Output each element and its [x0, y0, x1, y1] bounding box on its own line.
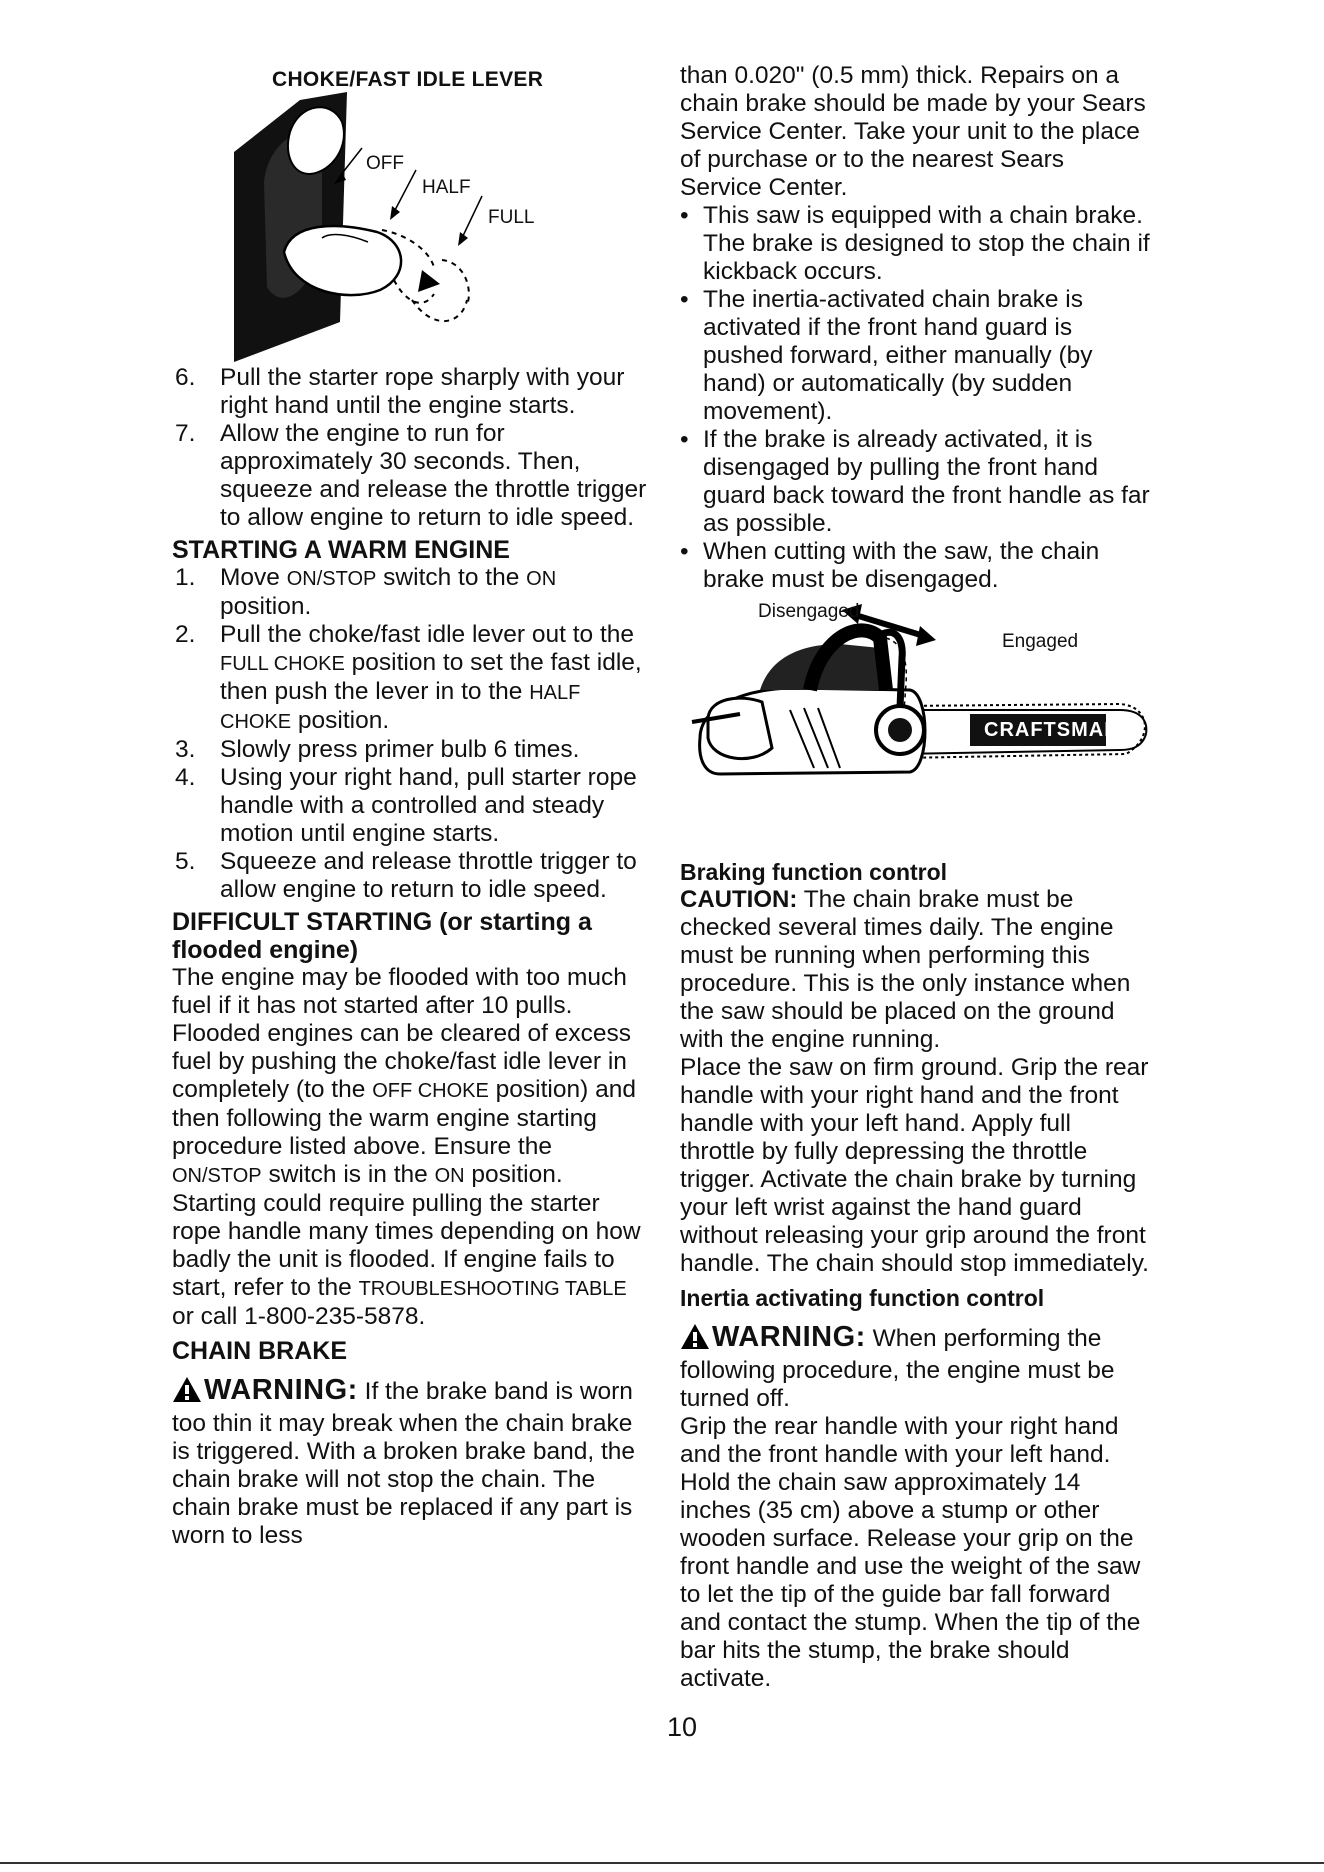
choke-lever-figure: [172, 62, 647, 364]
caution-label: CAUTION:: [680, 886, 798, 913]
warning-label: WARNING:: [712, 1321, 866, 1353]
left-column: [172, 62, 647, 1550]
list-item: 6. Pull the starter rope sharply with your right hand until the engine starts.: [175, 364, 625, 419]
choke-lever-illustration: [172, 62, 647, 364]
label-half: HALF: [422, 177, 471, 198]
list-item: • If the brake is already activated, it is disengaged by pulling the front hand guard back toward the front handle as far as possible.: [680, 426, 1150, 538]
warning-triangle-icon: [172, 1375, 202, 1410]
warning-text: If the brake band is worn too thin it may break when the chain brake is triggered. With a broken brake band, the chain brake will not stop the chain. The chain brake must be replaced if any part is worn to less: [172, 1378, 636, 1549]
chain-brake-bullets: [680, 202, 1150, 594]
difficult-paragraph-2: Flooded engines can be cleared of excess fuel by pushing the choke/fast idle lever in completely (to the OFF CHOKE position) and then following the warm engine starting procedure listed above. Ensure the ON/STOP switch is in the ON position.: [172, 1020, 636, 1188]
warm-engine-heading: STARTING A WARM ENGINE: [172, 536, 510, 564]
inertia-warning: [680, 1322, 1150, 1413]
list-item: • This saw is equipped with a chain brake. The brake is designed to stop the chain if kickback occurs.: [680, 202, 1150, 286]
chain-brake-continued: than 0.020" (0.5 mm) thick. Repairs on a chain brake should be made by your Sears Service Center. Take your unit to the place of purchase or to the nearest Sears Service Center.: [680, 62, 1146, 201]
inertia-heading: Inertia activating function control: [680, 1285, 1045, 1311]
list-item: 5. Squeeze and release throttle trigger to allow engine to return to idle speed.: [175, 848, 637, 903]
chain-brake-heading: CHAIN BRAKE: [172, 1337, 347, 1365]
cold-start-steps-continued: [172, 364, 647, 532]
page-number: 10: [667, 1712, 698, 1742]
warm-start-steps: [172, 564, 647, 904]
right-column: [680, 62, 1150, 1693]
label-disengaged: Disengaged: [758, 601, 860, 622]
warning-label: WARNING:: [204, 1374, 358, 1406]
chain-brake-figure: [680, 598, 1150, 858]
list-item: 7. Allow the engine to run for approximately 30 seconds. Then, squeeze and release the throttle trigger to allow engine to return to idle speed.: [175, 420, 647, 531]
label-full: FULL: [488, 207, 535, 228]
braking-paragraph: Place the saw on firm ground. Grip the rear handle with your right hand and the front handle with your left hand. Apply full throttle by fully depressing the throttle trigger. Activate the chain brake by turning your left wrist against the hand guard without releasing your grip around the front handle. The chain should stop immediately.: [680, 1054, 1149, 1277]
figure-title: CHOKE/FAST IDLE LEVER: [272, 68, 544, 91]
list-item: • The inertia-activated chain brake is activated if the front hand guard is pushed forward, either manually (by hand) or automatically (by sudden movement).: [680, 286, 1150, 426]
difficult-paragraph-3: Starting could require pulling the starter rope handle many times depending on how badly the unit is flooded. If engine fails to start, refer to the TROUBLESHOOTING TABLE or call 1-800-235-5878.: [172, 1190, 641, 1330]
list-item: 3. Slowly press primer bulb 6 times.: [175, 736, 580, 763]
warning-triangle-icon: [680, 1322, 710, 1357]
inertia-paragraph: Grip the rear handle with your right hand and the front handle with your left hand. Hold the chain saw approximately 14 inches (35 cm) above a stump or other wooden surface. Release your grip on the front handle and use the weight of the saw to let the tip of the guide bar fall forward and contact the stump. When the tip of the bar hits the stump, the brake should activate.: [680, 1413, 1141, 1692]
difficult-paragraph-1: The engine may be flooded with too much fuel if it has not started after 10 pulls.: [172, 964, 627, 1019]
braking-heading: Braking function control: [680, 859, 948, 885]
footer-divider: [0, 1862, 1324, 1864]
list-item: 1. Move ON/STOP switch to the ON position.: [175, 564, 557, 620]
craftsman-brand-logo: CRAFTSMAN: [984, 719, 1120, 741]
chain-brake-warning: [172, 1375, 647, 1550]
label-off: OFF: [366, 153, 404, 174]
label-engaged: Engaged: [1002, 631, 1079, 652]
caution-paragraph: CAUTION: The chain brake must be checked several times daily. The engine must be running when performing this procedure. This is the only instance when the saw should be placed on the ground with the engine running.: [680, 886, 1131, 1053]
warning-text: When performing the following procedure, the engine must be turned off.: [680, 1325, 1115, 1412]
list-item: 2. Pull the choke/fast idle lever out to the FULL CHOKE position to set the fast idle, then push the lever in to the HALF CHOKE position.: [175, 621, 642, 734]
list-item: 4. Using your right hand, pull starter rope handle with a controlled and steady motion until engine starts.: [175, 764, 637, 847]
difficult-starting-heading: DIFFICULT STARTING (or starting a flooded engine): [172, 908, 592, 964]
list-item: • When cutting with the saw, the chain brake must be disengaged.: [680, 538, 1150, 594]
